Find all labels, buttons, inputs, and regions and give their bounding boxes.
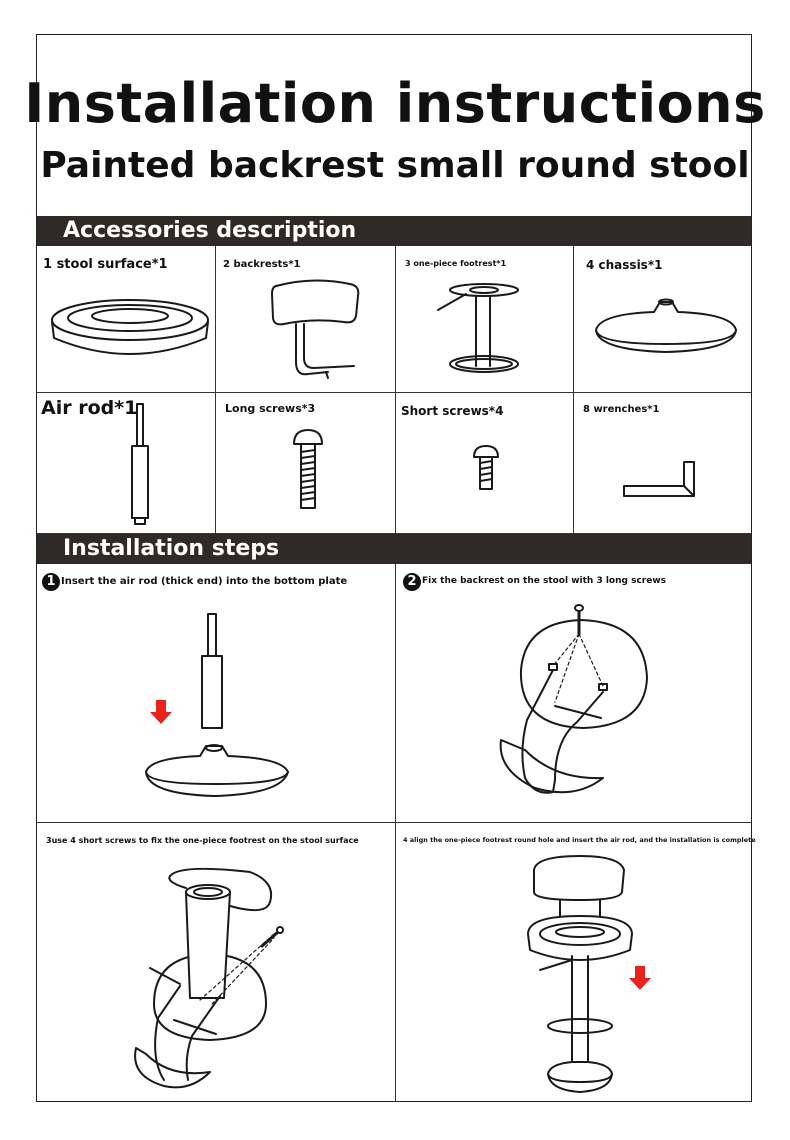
- chassis-icon: [594, 296, 739, 358]
- wrench-icon: [622, 460, 702, 500]
- grid-divider: [37, 822, 751, 823]
- accessory-label-stool-surface: 1 stool surface*1: [43, 257, 168, 272]
- stool-surface-icon: [50, 298, 210, 368]
- step3-footrest-fix-illustration: [130, 858, 300, 1093]
- grid-divider: [37, 392, 751, 393]
- page-subtitle: Painted backrest small round stool: [40, 145, 750, 186]
- grid-divider: [215, 246, 216, 533]
- step-text-4: 4 align the one-piece footrest round hole and insert the air rod, and the installation is complete: [403, 836, 756, 844]
- grid-divider: [395, 246, 396, 533]
- grid-divider: [395, 564, 396, 1102]
- step-number-1: 1: [42, 573, 60, 591]
- short-screw-icon: [471, 444, 501, 492]
- accessory-label-wrenches: 8 wrenches*1: [583, 404, 660, 415]
- steps-header: Installation steps: [37, 534, 751, 564]
- air-rod-icon: [126, 402, 156, 527]
- step-text-2: Fix the backrest on the stool with 3 long screws: [422, 576, 666, 586]
- backrest-icon: [268, 278, 368, 383]
- grid-divider: [573, 246, 574, 533]
- accessory-label-backrest: 2 backrests*1: [223, 259, 301, 270]
- step-number-2: 2: [403, 573, 421, 591]
- step4-complete-stool-illustration: [520, 850, 670, 1100]
- accessory-label-short-screws: Short screws*4: [401, 404, 504, 418]
- accessories-header: Accessories description: [37, 216, 751, 246]
- page-title: Installation instructions: [24, 72, 766, 135]
- accessory-label-long-screws: Long screws*3: [225, 402, 316, 415]
- accessory-label-footrest: 3 one-piece footrest*1: [405, 259, 507, 268]
- step1-air-rod-insert-illustration: [142, 612, 292, 812]
- accessory-label-air-rod: Air rod*1: [41, 397, 138, 419]
- footrest-icon: [432, 280, 532, 380]
- step2-backrest-fix-illustration: [495, 600, 665, 805]
- step-text-1: Insert the air rod (thick end) into the bottom plate: [61, 576, 348, 587]
- accessory-label-chassis: 4 chassis*1: [586, 258, 663, 272]
- step-text-3: 3use 4 short screws to fix the one-piece footrest on the stool surface: [46, 836, 359, 845]
- long-screw-icon: [290, 428, 326, 512]
